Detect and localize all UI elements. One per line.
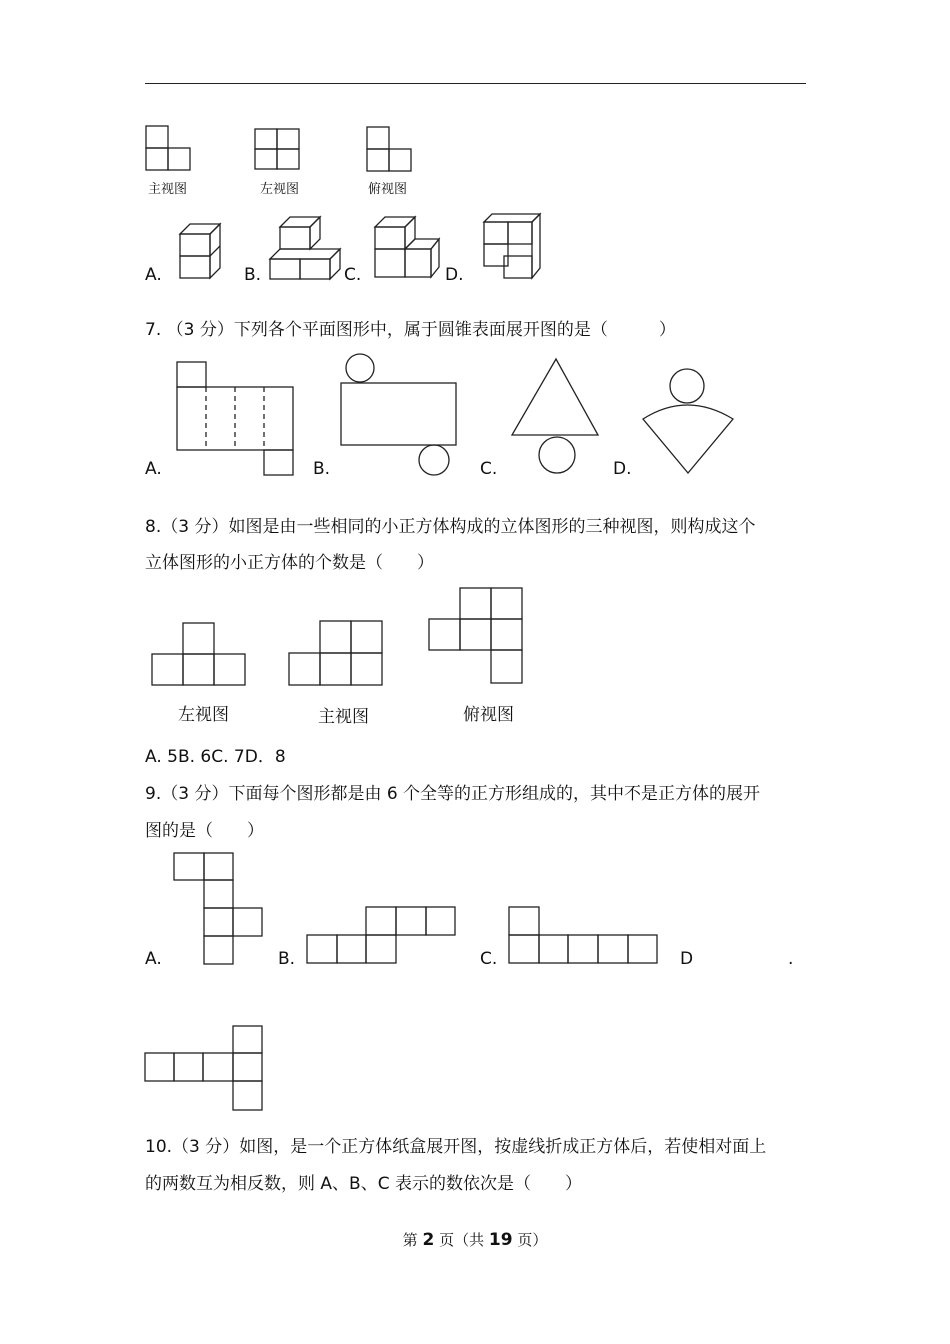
q8-left-view-label: 左视图 [178, 705, 229, 725]
q9-option-a-net [173, 852, 265, 966]
q9-option-c-label: C. [480, 949, 498, 969]
q6-top-view-label: 俯视图 [368, 182, 408, 197]
q9-stem-line1: 9.（3 分）下面每个图形都是由 6 个全等的正方形组成的，其中不是正方体的展开 [145, 784, 761, 804]
q8-left-view-figure [151, 622, 249, 688]
q9-option-d-label: D [680, 949, 694, 969]
q10-stem-line1: 10.（3 分）如图，是一个正方体纸盒展开图，按虚线折成正方体后，若使相对面上 [145, 1137, 767, 1157]
q6-option-d-figure [482, 212, 550, 282]
q6-option-a-figure [178, 222, 232, 282]
q7-option-c-net [510, 357, 602, 477]
q8-front-view-label: 主视图 [318, 707, 369, 727]
q9-option-a-label: A. [145, 949, 162, 969]
q6-option-a-label: A. [145, 265, 162, 285]
page-footer [0, 1229, 950, 1250]
q8-front-view-figure [288, 620, 386, 688]
q9-option-c-net [508, 906, 660, 966]
q6-option-b-label: B. [244, 265, 262, 285]
q10-stem-line2: 的两数互为相反数，则 A、B、C 表示的数依次是（ ） [145, 1174, 582, 1194]
footer-mid: 页（共 [439, 1231, 485, 1249]
q7-option-b-label: B. [313, 459, 331, 479]
q9-option-b-net [306, 906, 458, 966]
footer-page-number: 2 [422, 1230, 435, 1250]
footer-total-pages: 19 [488, 1230, 513, 1250]
q7-option-c-label: C. [480, 459, 498, 479]
footer-post: 页） [517, 1231, 548, 1249]
q8-answer-options: A. 5B. 6C. 7D．8 [145, 747, 286, 767]
q9-option-d-net [144, 1025, 266, 1115]
q7-option-a-label: A. [145, 459, 162, 479]
q6-option-d-label: D. [445, 265, 464, 285]
q9-option-d-dot: . [788, 949, 794, 969]
q9-stem-line2: 图的是（ ） [145, 821, 264, 841]
footer-pre: 第 [402, 1231, 418, 1249]
q6-left-view-label: 左视图 [260, 182, 300, 197]
q8-top-view-label: 俯视图 [463, 705, 514, 725]
q6-front-view-figure [145, 125, 195, 171]
q6-front-view-label: 主视图 [148, 182, 188, 197]
q6-option-c-figure [373, 215, 443, 281]
q7-option-d-label: D. [613, 459, 632, 479]
q7-option-b-net [340, 353, 460, 477]
q6-option-b-figure [268, 215, 340, 281]
q9-option-b-label: B. [278, 949, 296, 969]
q6-top-view-figure [366, 126, 416, 172]
q7-option-a-net [176, 361, 296, 477]
q6-left-view-figure [254, 128, 302, 170]
q7-option-d-net [641, 367, 737, 477]
q8-stem-line2: 立体图形的小正方体的个数是（ ） [145, 553, 434, 573]
q8-stem-line1: 8.（3 分）如图是由一些相同的小正方体构成的立体图形的三种视图，则构成这个 [145, 517, 756, 537]
q8-top-view-figure [428, 587, 526, 687]
q7-stem: 7. （3 分）下列各个平面图形中，属于圆锥表面展开图的是（ ） [145, 320, 676, 340]
q6-option-c-label: C. [344, 265, 362, 285]
header-rule [145, 83, 806, 84]
